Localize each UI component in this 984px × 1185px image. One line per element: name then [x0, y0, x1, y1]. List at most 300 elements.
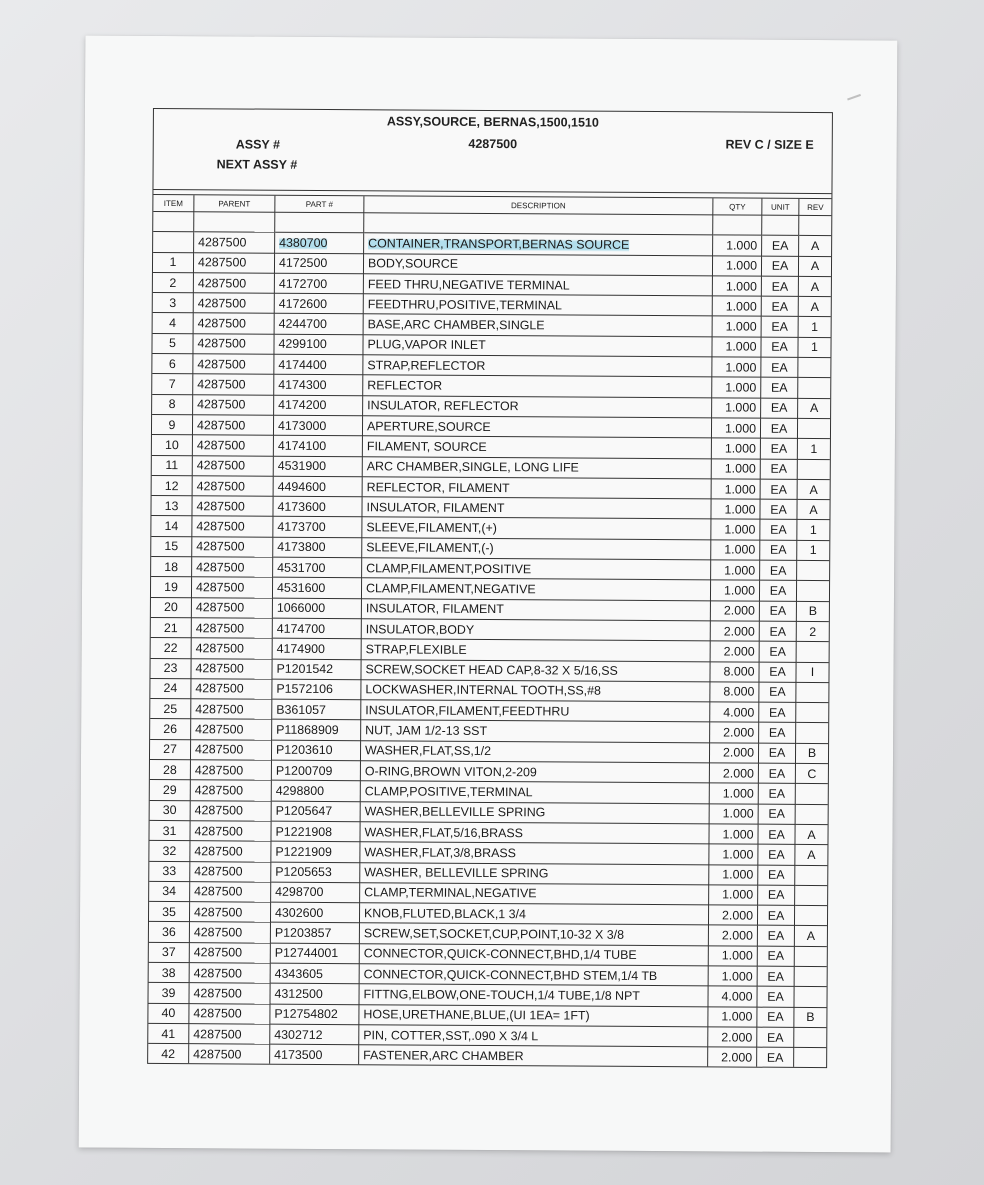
parent-cell: 4287500 — [190, 780, 271, 801]
description-cell: KNOB,FLUTED,BLACK,1 3/4 — [359, 903, 708, 925]
bom-table-body — [148, 232, 831, 1068]
item-cell: 31 — [149, 820, 190, 841]
item-cell: 30 — [150, 800, 191, 821]
rev-cell — [794, 987, 827, 1007]
qty-cell: 1.000 — [711, 479, 760, 500]
unit-cell: EA — [759, 581, 796, 602]
qty-cell: 8.000 — [710, 682, 759, 703]
parent-cell: 4287500 — [192, 516, 273, 537]
parent-cell: 4287500 — [192, 536, 273, 557]
part-number-cell: 4174100 — [273, 435, 362, 456]
description-cell: PLUG,VAPOR INLET — [363, 335, 712, 357]
bom-document — [147, 108, 833, 1069]
unit-cell: EA — [759, 702, 796, 723]
unit-cell: EA — [761, 256, 798, 277]
description-cell: NUT, JAM 1/2-13 SST — [361, 720, 710, 742]
qty-cell: 1.000 — [708, 1006, 757, 1027]
parent-cell: 4287500 — [193, 374, 274, 395]
description-cell: CLAMP,POSITIVE,TERMINAL — [360, 781, 709, 803]
description-cell: BASE,ARC CHAMBER,SINGLE — [363, 314, 712, 336]
unit-cell: EA — [760, 418, 797, 439]
item-cell: 29 — [150, 780, 191, 801]
parent-cell: 4287500 — [190, 760, 271, 781]
rev-cell: A — [795, 824, 828, 844]
unit-cell: EA — [758, 844, 795, 865]
column-header-part: PART # — [275, 196, 364, 213]
unit-cell: EA — [757, 1007, 794, 1028]
rev-cell — [794, 1048, 827, 1068]
part-number-cell: 4302712 — [270, 1024, 359, 1045]
qty-cell: 1.000 — [710, 580, 759, 601]
parent-cell: 4287500 — [190, 739, 271, 760]
parent-cell: 4287500 — [192, 455, 273, 476]
column-header-parent: PARENT — [194, 195, 275, 212]
blank-cell — [364, 213, 713, 235]
paper-sheet — [79, 36, 898, 1153]
column-header-rev: REV — [799, 199, 832, 216]
highlighted-text: 4380700 — [279, 235, 328, 250]
part-number-cell: 4172600 — [274, 293, 363, 314]
description-cell: O-RING,BROWN VITON,2-209 — [360, 761, 709, 783]
assembly-title: ASSY,SOURCE, BERNAS,1500,1510 — [386, 114, 599, 130]
rev-cell — [794, 905, 827, 925]
item-cell: 27 — [150, 739, 191, 760]
unit-cell: EA — [760, 520, 797, 541]
table-row — [148, 1044, 826, 1068]
qty-cell: 2.000 — [708, 1027, 757, 1048]
rev-cell — [794, 1027, 827, 1047]
parent-cell: 4287500 — [190, 841, 271, 862]
rev-cell: A — [797, 500, 830, 520]
unit-cell: EA — [762, 235, 799, 256]
rev-cell: A — [798, 276, 831, 296]
part-number-cell: 4298700 — [271, 882, 360, 903]
qty-cell: 1.000 — [712, 255, 761, 276]
part-number-cell — [275, 232, 364, 253]
blank-cell — [762, 215, 799, 236]
part-number-cell: 4173800 — [273, 537, 362, 558]
part-number-cell: P1221909 — [271, 841, 360, 862]
parent-cell: 4287500 — [191, 679, 272, 700]
qty-cell: 1.000 — [709, 844, 758, 865]
description-cell: SLEEVE,FILAMENT,(+) — [362, 517, 711, 539]
qty-cell: 1.000 — [711, 560, 760, 581]
qty-cell: 8.000 — [710, 661, 759, 682]
description-cell: STRAP,REFLECTOR — [363, 355, 712, 377]
part-number-cell: 4173700 — [273, 517, 362, 538]
part-number-cell: P1572106 — [272, 679, 361, 700]
qty-cell: 1.000 — [711, 418, 760, 439]
qty-cell: 1.000 — [712, 337, 761, 358]
parent-cell: 4287500 — [192, 435, 273, 456]
part-number-cell: P12754802 — [270, 1004, 359, 1025]
unit-cell: EA — [759, 641, 796, 662]
item-cell: 33 — [149, 861, 190, 882]
qty-cell: 1.000 — [713, 235, 762, 256]
item-cell: 5 — [152, 333, 193, 354]
qty-cell: 2.000 — [709, 743, 758, 764]
item-cell: 19 — [151, 577, 192, 598]
parent-cell: 4287500 — [190, 800, 271, 821]
item-cell: 21 — [151, 617, 192, 638]
parent-cell: 4287500 — [191, 658, 272, 679]
description-cell: CLAMP,TERMINAL,NEGATIVE — [360, 883, 709, 905]
part-number-cell: 4343605 — [270, 963, 359, 984]
unit-cell: EA — [757, 986, 794, 1007]
blank-cell — [275, 212, 364, 233]
rev-cell — [794, 946, 827, 966]
description-cell: SCREW,SOCKET HEAD CAP,8-32 X 5/16,SS — [361, 659, 710, 681]
qty-cell: 1.000 — [712, 296, 761, 317]
description-cell: PIN, COTTER,SST,.090 X 3/4 L — [359, 1025, 708, 1047]
description-cell: APERTURE,SOURCE — [362, 416, 711, 438]
qty-cell: 2.000 — [708, 1047, 757, 1067]
parent-cell: 4287500 — [190, 881, 271, 902]
item-cell: 2 — [153, 272, 194, 293]
item-cell — [153, 232, 194, 253]
parent-cell: 4287500 — [189, 922, 270, 943]
parent-cell: 4287500 — [191, 618, 272, 639]
rev-cell — [796, 682, 829, 702]
item-cell: 18 — [151, 556, 192, 577]
unit-cell: EA — [760, 560, 797, 581]
unit-cell: EA — [759, 723, 796, 744]
qty-cell: 2.000 — [708, 925, 757, 946]
part-number-cell: 4299100 — [274, 334, 363, 355]
description-cell: SLEEVE,FILAMENT,(-) — [362, 537, 711, 559]
description-cell: INSULATOR, REFLECTOR — [363, 395, 712, 417]
qty-cell: 1.000 — [711, 519, 760, 540]
qty-cell: 1.000 — [708, 966, 757, 987]
unit-cell: EA — [758, 885, 795, 906]
description-cell: FEED THRU,NEGATIVE TERMINAL — [363, 274, 712, 296]
qty-cell: 1.000 — [708, 946, 757, 967]
item-cell: 23 — [150, 658, 191, 679]
rev-cell: 1 — [797, 540, 830, 560]
item-cell: 32 — [149, 841, 190, 862]
rev-cell: B — [796, 601, 829, 621]
description-cell: CLAMP,FILAMENT,NEGATIVE — [361, 578, 710, 600]
bom-header — [153, 109, 831, 194]
description-cell: FITTNG,ELBOW,ONE-TOUCH,1/4 TUBE,1/8 NPT — [359, 984, 708, 1006]
parent-cell: 4287500 — [193, 293, 274, 314]
parent-cell: 4287500 — [191, 719, 272, 740]
parent-cell: 4287500 — [193, 252, 274, 273]
part-number-cell: 4531700 — [273, 557, 362, 578]
blank-cell — [153, 211, 194, 232]
item-cell: 36 — [149, 922, 190, 943]
part-number-cell: 4312500 — [270, 983, 359, 1004]
qty-cell: 2.000 — [708, 905, 757, 926]
rev-cell: A — [799, 236, 832, 256]
item-cell: 11 — [152, 455, 193, 476]
unit-cell: EA — [757, 905, 794, 926]
item-cell: 7 — [152, 374, 193, 395]
rev-cell — [795, 865, 828, 885]
qty-cell: 1.000 — [709, 824, 758, 845]
rev-cell: C — [795, 763, 828, 783]
description-cell: CONNECTOR,QUICK-CONNECT,BHD,1/4 TUBE — [359, 943, 708, 965]
qty-cell: 1.000 — [712, 377, 761, 398]
item-cell: 15 — [151, 536, 192, 557]
bom-table — [148, 195, 831, 1068]
description-cell: INSULATOR,FILAMENT,FEEDTHRU — [361, 700, 710, 722]
blank-cell — [713, 215, 762, 236]
item-cell: 41 — [148, 1023, 189, 1044]
rev-cell — [798, 378, 831, 398]
part-number-cell: 1066000 — [272, 598, 361, 619]
description-cell: FEEDTHRU,POSITIVE,TERMINAL — [363, 294, 712, 316]
description-cell: WASHER,BELLEVILLE SPRING — [360, 801, 709, 823]
item-cell: 24 — [150, 678, 191, 699]
unit-cell: EA — [759, 662, 796, 683]
pen-mark — [847, 94, 861, 101]
item-cell: 4 — [153, 313, 194, 334]
description-cell: FILAMENT, SOURCE — [362, 436, 711, 458]
rev-cell: A — [795, 845, 828, 865]
rev-cell: 2 — [796, 621, 829, 641]
assembly-number: 4287500 — [468, 136, 518, 152]
unit-cell: EA — [761, 317, 798, 338]
rev-cell: B — [795, 743, 828, 763]
highlighted-text: CONTAINER,TRANSPORT,BERNAS SOURCE — [368, 236, 630, 252]
unit-cell: EA — [761, 276, 798, 297]
item-cell: 39 — [148, 983, 189, 1004]
part-number-cell: B361057 — [272, 699, 361, 720]
part-number-cell: 4174900 — [272, 638, 361, 659]
blank-cell — [194, 212, 275, 233]
column-header-qty: QTY — [713, 198, 762, 215]
part-number-cell: P1203610 — [271, 740, 360, 761]
description-cell: WASHER,FLAT,3/8,BRASS — [360, 842, 709, 864]
blank-cell — [799, 215, 832, 235]
item-cell: 42 — [148, 1044, 189, 1064]
qty-cell: 1.000 — [709, 803, 758, 824]
rev-cell — [795, 804, 828, 824]
qty-cell: 2.000 — [709, 763, 758, 784]
rev-cell — [797, 560, 830, 580]
unit-cell: EA — [761, 296, 798, 317]
item-cell: 40 — [148, 1003, 189, 1024]
item-cell: 20 — [151, 597, 192, 618]
assy-label: ASSY # — [235, 137, 281, 152]
parent-cell: 4287500 — [189, 983, 270, 1004]
rev-cell — [796, 723, 829, 743]
parent-cell: 4287500 — [189, 1024, 270, 1045]
qty-cell: 4.000 — [708, 986, 757, 1007]
part-number-cell: 4174300 — [274, 375, 363, 396]
item-cell: 25 — [150, 699, 191, 720]
qty-cell: 2.000 — [710, 621, 759, 642]
parent-cell: 4287500 — [189, 942, 270, 963]
description-cell: REFLECTOR, FILAMENT — [362, 477, 711, 499]
parent-cell: 4287500 — [192, 415, 273, 436]
part-number-cell: P12744001 — [270, 943, 359, 964]
qty-cell: 2.000 — [710, 722, 759, 743]
qty-cell: 1.000 — [709, 783, 758, 804]
unit-cell: EA — [759, 621, 796, 642]
rev-cell — [797, 459, 830, 479]
part-number-cell: P11868909 — [272, 720, 361, 741]
next-assy-label: NEXT ASSY # — [216, 157, 298, 172]
unit-cell: EA — [758, 865, 795, 886]
part-number-cell: P1205653 — [271, 862, 360, 883]
parent-cell: 4287500 — [193, 354, 274, 375]
part-number-cell: 4173600 — [273, 496, 362, 517]
part-number-cell: 4173500 — [270, 1044, 359, 1064]
parent-cell: 4287500 — [191, 577, 272, 598]
parent-cell: 4287500 — [190, 861, 271, 882]
part-number-cell: P1203857 — [270, 923, 359, 944]
parent-cell: 4287500 — [191, 699, 272, 720]
parent-cell: 4287500 — [192, 557, 273, 578]
rev-cell: B — [794, 1007, 827, 1027]
unit-cell: EA — [760, 459, 797, 480]
qty-cell: 1.000 — [712, 398, 761, 419]
part-number-cell: 4172500 — [274, 253, 363, 274]
description-cell: REFLECTOR — [363, 375, 712, 397]
item-cell: 10 — [152, 435, 193, 456]
description-cell: CONNECTOR,QUICK-CONNECT,BHD STEM,1/4 TB — [359, 964, 708, 986]
unit-cell: EA — [757, 1047, 794, 1067]
description-cell: ARC CHAMBER,SINGLE, LONG LIFE — [362, 456, 711, 478]
rev-cell — [797, 418, 830, 438]
item-cell: 37 — [149, 942, 190, 963]
item-cell: 6 — [152, 354, 193, 375]
description-cell — [364, 233, 713, 255]
parent-cell: 4287500 — [192, 496, 273, 517]
rev-cell — [795, 784, 828, 804]
parent-cell: 4287500 — [191, 638, 272, 659]
item-cell: 12 — [152, 475, 193, 496]
item-cell: 35 — [149, 902, 190, 923]
parent-cell: 4287500 — [189, 1044, 270, 1064]
item-cell: 28 — [150, 759, 191, 780]
column-header-item: ITEM — [153, 195, 194, 212]
parent-cell: 4287500 — [194, 232, 275, 253]
part-number-cell: 4494600 — [273, 476, 362, 497]
column-header-description: DESCRIPTION — [364, 196, 713, 215]
unit-cell: EA — [761, 378, 798, 399]
rev-cell: 1 — [798, 337, 831, 357]
part-number-cell: 4174700 — [272, 618, 361, 639]
description-cell: SCREW,SET,SOCKET,CUP,POINT,10-32 X 3/8 — [359, 923, 708, 945]
item-cell: 38 — [149, 962, 190, 983]
rev-cell: 1 — [797, 520, 830, 540]
item-cell: 13 — [151, 496, 192, 517]
part-number-cell: 4173000 — [273, 415, 362, 436]
rev-cell — [795, 885, 828, 905]
description-cell: LOCKWASHER,INTERNAL TOOTH,SS,#8 — [361, 680, 710, 702]
part-number-cell: 4298800 — [271, 780, 360, 801]
unit-cell: EA — [759, 682, 796, 703]
qty-cell: 1.000 — [711, 499, 760, 520]
description-cell: BODY,SOURCE — [363, 253, 712, 275]
unit-cell: EA — [758, 763, 795, 784]
description-cell: INSULATOR,BODY — [361, 619, 710, 641]
part-number-cell: P1201542 — [272, 659, 361, 680]
rev-cell: A — [798, 297, 831, 317]
item-cell: 3 — [153, 293, 194, 314]
part-number-cell: P1221908 — [271, 821, 360, 842]
unit-cell: EA — [757, 966, 794, 987]
qty-cell: 1.000 — [712, 276, 761, 297]
part-number-cell: 4244700 — [274, 314, 363, 335]
unit-cell: EA — [758, 783, 795, 804]
item-cell: 14 — [151, 516, 192, 537]
description-cell: WASHER, BELLEVILLE SPRING — [360, 862, 709, 884]
parent-cell: 4287500 — [193, 333, 274, 354]
description-cell: INSULATOR, FILAMENT — [362, 497, 711, 519]
unit-cell: EA — [757, 946, 794, 967]
qty-cell: 2.000 — [710, 600, 759, 621]
unit-cell: EA — [757, 1027, 794, 1048]
part-number-cell: 4174400 — [274, 354, 363, 375]
qty-cell: 1.000 — [712, 357, 761, 378]
parent-cell: 4287500 — [189, 963, 270, 984]
description-cell: INSULATOR, FILAMENT — [361, 598, 710, 620]
part-number-cell: P1205647 — [271, 801, 360, 822]
parent-cell: 4287500 — [193, 273, 274, 294]
unit-cell: EA — [758, 743, 795, 764]
qty-cell: 4.000 — [710, 702, 759, 723]
unit-cell: EA — [758, 804, 795, 825]
part-number-cell: 4174200 — [274, 395, 363, 416]
item-cell: 26 — [150, 719, 191, 740]
unit-cell: EA — [757, 926, 794, 947]
description-cell: HOSE,URETHANE,BLUE,(UI 1EA= 1FT) — [359, 1004, 708, 1026]
qty-cell: 1.000 — [709, 864, 758, 885]
description-cell: FASTENER,ARC CHAMBER — [359, 1045, 708, 1067]
unit-cell: EA — [760, 540, 797, 561]
qty-cell: 1.000 — [709, 885, 758, 906]
rev-cell — [796, 581, 829, 601]
parent-cell: 4287500 — [193, 394, 274, 415]
item-cell: 9 — [152, 414, 193, 435]
rev-cell — [796, 703, 829, 723]
rev-cell: 1 — [798, 317, 831, 337]
parent-cell: 4287500 — [189, 902, 270, 923]
item-cell: 1 — [153, 252, 194, 273]
qty-cell: 1.000 — [711, 458, 760, 479]
parent-cell: 4287500 — [191, 597, 272, 618]
rev-cell: 1 — [797, 439, 830, 459]
item-cell: 34 — [149, 881, 190, 902]
item-cell: 8 — [152, 394, 193, 415]
rev-cell — [798, 357, 831, 377]
parent-cell: 4287500 — [190, 821, 271, 842]
unit-cell: EA — [759, 601, 796, 622]
description-cell: CLAMP,FILAMENT,POSITIVE — [362, 558, 711, 580]
description-cell: WASHER,FLAT,SS,1/2 — [360, 740, 709, 762]
unit-cell: EA — [760, 499, 797, 520]
rev-cell: A — [794, 926, 827, 946]
qty-cell: 1.000 — [711, 438, 760, 459]
rev-cell: A — [798, 398, 831, 418]
part-number-cell: 4172700 — [274, 273, 363, 294]
part-number-cell: 4302600 — [270, 902, 359, 923]
parent-cell: 4287500 — [192, 476, 273, 497]
qty-cell: 1.000 — [712, 316, 761, 337]
rev-cell: A — [798, 256, 831, 276]
unit-cell: EA — [758, 824, 795, 845]
description-cell: WASHER,FLAT,5/16,BRASS — [360, 822, 709, 844]
rev-size-label: REV C / SIZE E — [725, 137, 814, 152]
rev-cell — [796, 642, 829, 662]
description-cell: STRAP,FLEXIBLE — [361, 639, 710, 661]
part-number-cell: 4531900 — [273, 456, 362, 477]
part-number-cell: P1200709 — [271, 760, 360, 781]
